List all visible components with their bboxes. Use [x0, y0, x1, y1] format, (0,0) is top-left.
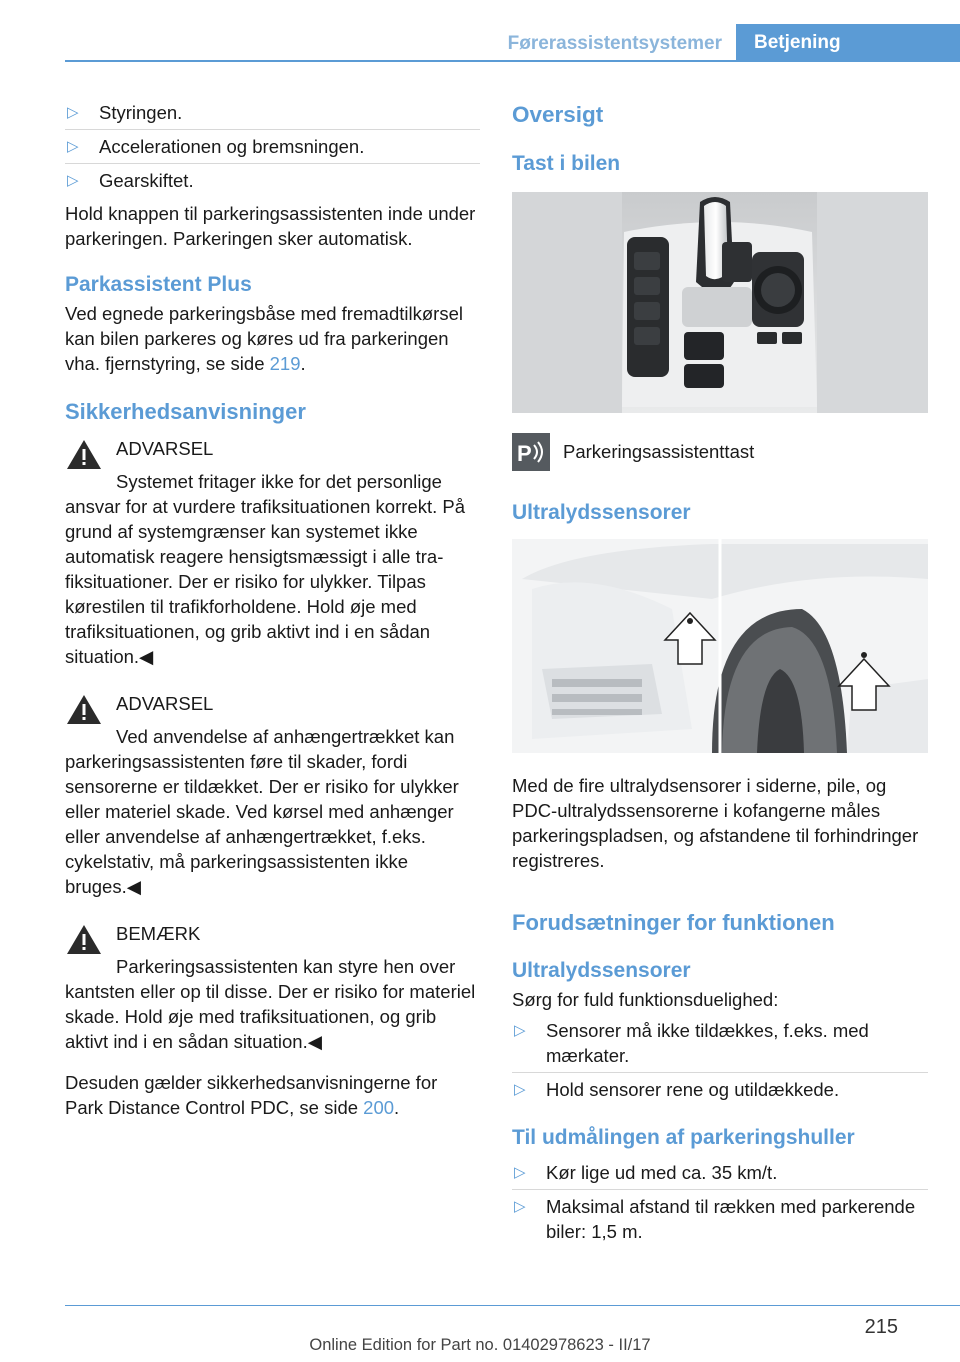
paragraph-sorg: Sørg for fuld funktionsduelighed:	[512, 989, 779, 1010]
list-item: ▷ Hold sensorer rene og utildækkede.	[512, 1077, 928, 1102]
warning-text-rest: ansvar for at vurdere trafiksituationen korrekt. På grund af systemgrænser kan systemet ikke automatisk reagere hensigtsmæssigt i alle trafiksituationer. Der er risiko for ulykker. Tilpas kørestilen til trafikforholdene. Hold øje med trafiksituationen, og grib aktivt ind i en sådan situation.◀	[65, 496, 465, 667]
warning-text-rest: parkeringsassistenten føre til skader, fordi sensorerne er tildækket. Der er risiko for ulykker eller materiel skade. Ved kørsel med anhænger eller anvendelse af anhængertrækket, f.eks. cykelstativ, må parkeringsassistenten ikke bruges.◀	[65, 751, 459, 897]
footer-edition: Online Edition for Part no. 01402978623 - II/17	[309, 1336, 651, 1354]
heading-ultralydssensorer: Ultralydssensorer	[512, 501, 691, 524]
list-item: ▷ Kør lige ud med ca. 35 km/t.	[512, 1160, 928, 1185]
divider	[65, 129, 480, 130]
list-item: ▷ Maksimal afstand til rækken med parkerende biler: 1,5 m.	[512, 1194, 928, 1244]
heading-parkassistent-plus: Parkassistent Plus	[65, 273, 252, 296]
warning-text-first: Ved anvendelse af anhængertrækket kan	[116, 726, 455, 747]
right-column	[512, 100, 928, 1244]
car-sensor-image	[512, 539, 928, 753]
warning-text	[65, 469, 480, 669]
parking-assistant-button-icon	[512, 433, 550, 471]
divider	[512, 1072, 928, 1073]
header-section-title: Førerassistentsystemer	[507, 33, 722, 54]
heading-udmaaling: Til udmålingen af parkeringshuller	[512, 1126, 855, 1149]
warning-icon	[65, 438, 103, 471]
paragraph-plus-text: Ved egnede parkeringsbåse med fremadtilkørsel kan bilen parkeres og køres ud fra parkeringen vha. fjernstyring, se side	[65, 303, 463, 374]
notice-text	[65, 954, 480, 1054]
warning-icon	[65, 693, 103, 726]
center-console-image	[512, 192, 928, 413]
warning-block	[65, 691, 480, 899]
punctuation: .	[394, 1097, 400, 1118]
warning-icon	[65, 923, 103, 956]
header-chapter-tab[interactable]: Betjening	[736, 24, 960, 62]
divider	[65, 163, 480, 164]
page-link-219[interactable]: 219	[269, 353, 301, 374]
footer-rule	[65, 1305, 960, 1306]
notice-title: BEMÆRK	[116, 923, 201, 944]
notice-block	[65, 921, 480, 1054]
punctuation: .	[300, 353, 306, 374]
paragraph-ultra: Med de fire ultralydsensorer i siderne, pile, og PDC-ultralydssensorerne i kofangerne måles parkeringspladsen, og afstandene til forhindringer registreres.	[512, 775, 919, 871]
warning-title: ADVARSEL	[116, 693, 214, 714]
notice-text-first: Parkeringsassistenten kan styre hen over	[116, 956, 456, 977]
heading-sikkerhed: Sikkerhedsanvisninger	[65, 399, 306, 424]
page-link-200[interactable]: 200	[363, 1097, 395, 1118]
heading-forudsaetninger: Forudsætninger for funktionen	[512, 910, 835, 935]
paragraph-pdc	[65, 1070, 480, 1120]
udmaal-list	[512, 1160, 928, 1244]
list-item: ▷ Gearskiftet.	[65, 168, 480, 193]
list-item: ▷ Accelerationen og bremsningen.	[65, 134, 480, 159]
warning-text-first: Systemet fritager ikke for det personlige	[116, 471, 442, 492]
list-item: ▷ Sensorer må ikke tildækkes, f.eks. med mærkater.	[512, 1018, 928, 1068]
paragraph-pdc-text: Desuden gælder sikkerhedsanvisningerne for Park Distance Control PDC, se side	[65, 1072, 438, 1118]
divider	[512, 1189, 928, 1190]
notice-text-rest: kantsten eller op til disse. Der er risiko for materiel skade. Hold øje med trafiksituationen, og grib aktivt ind i en sådan situation.◀	[65, 981, 476, 1052]
warning-block	[65, 436, 480, 669]
heading-oversigt: Oversigt	[512, 102, 604, 127]
sensor-photo	[512, 539, 928, 753]
heading-tast-i-bilen: Tast i bilen	[512, 152, 621, 175]
heading-ultralydssensorer-2: Ultralydssensorer	[512, 959, 691, 982]
list-item: ▷ Styringen.	[65, 100, 480, 125]
header-rule	[65, 60, 960, 62]
svg-text:P: P	[517, 441, 532, 466]
console-photo	[512, 192, 928, 413]
warning-text	[65, 724, 480, 899]
paragraph-plus	[65, 301, 480, 376]
paragraph-hold: Hold knappen til parkeringsassistenten inde under parkeringen. Parkeringen sker automatisk.	[65, 203, 476, 249]
sensor-list	[512, 1018, 928, 1102]
page-number: 215	[864, 1316, 898, 1338]
left-column	[65, 100, 480, 1120]
warning-title: ADVARSEL	[116, 438, 214, 459]
tast-label: Parkeringsassistenttast	[563, 441, 755, 462]
tast-row	[512, 433, 928, 473]
